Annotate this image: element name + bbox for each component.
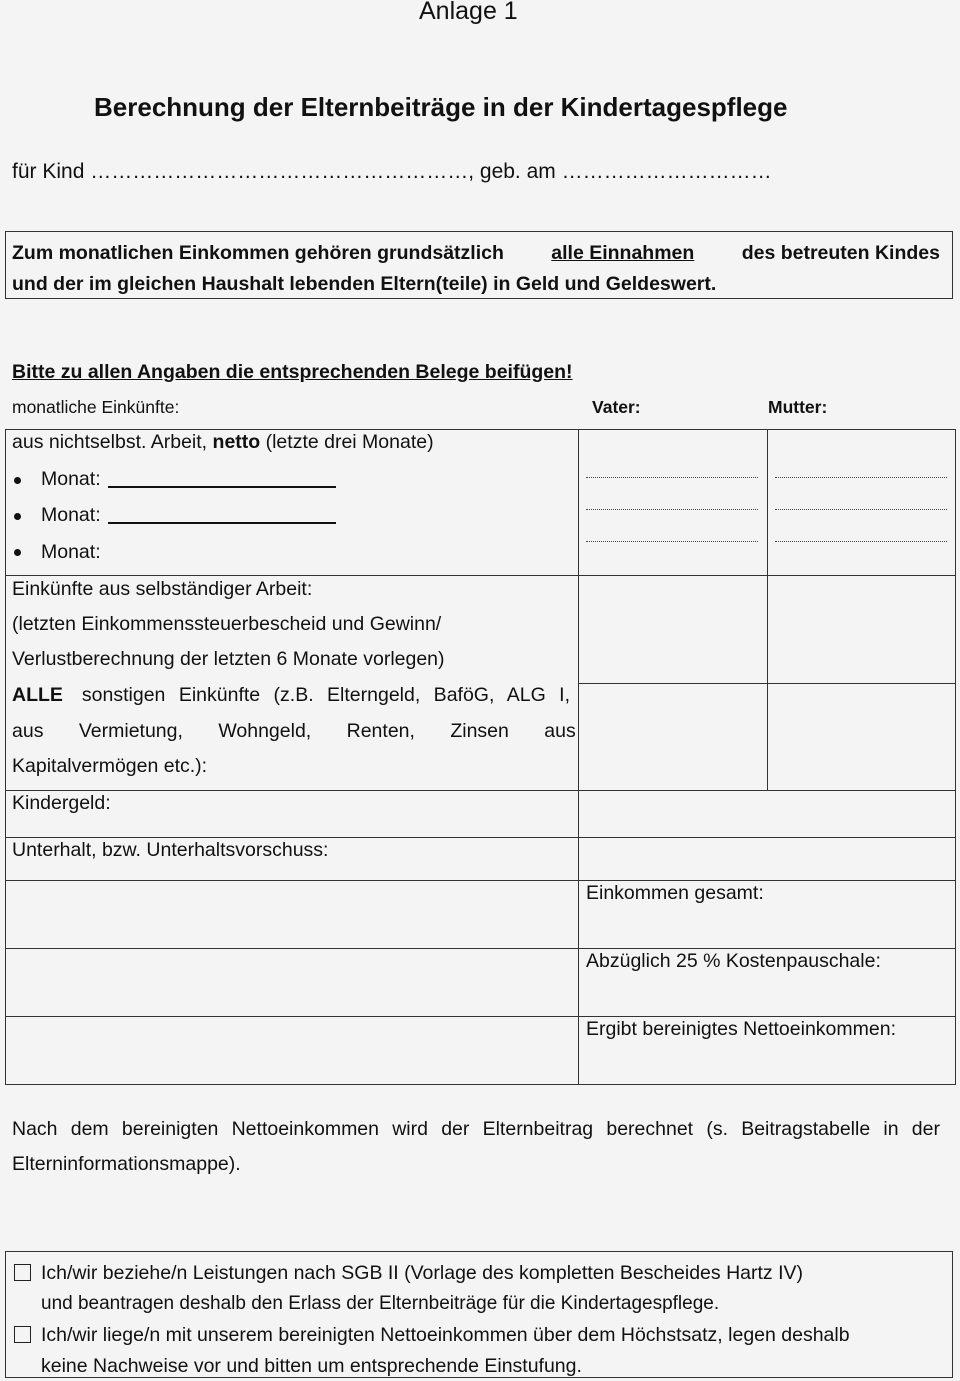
other-income-line2: aus Vermietung, Wohngeld, Renten, Zinsen aus (12, 720, 576, 742)
page-title: Berechnung der Elternbeiträge in der Kindertagespflege (94, 92, 788, 122)
mother-month-2-field[interactable] (775, 509, 947, 510)
child-benefit-field[interactable] (580, 792, 955, 836)
mother-self-employed-field[interactable] (769, 577, 955, 682)
max-rate-option-line1: Ich/wir liege/n mit unserem bereinigten Nettoeinkommen über dem Höchstsatz, legen deshalb (41, 1324, 850, 1346)
attach-notice: Bitte zu allen Angaben die entsprechenden Belege beifügen! (12, 361, 573, 383)
month-label: Monat: (41, 504, 101, 526)
calc-note-line2: Elterninformationsmappe). (12, 1153, 241, 1175)
deduction-label: Abzüglich 25 % Kostenpauschale: (586, 950, 881, 972)
other-income-line1 (12, 684, 570, 707)
deduction-field[interactable] (7, 950, 577, 1015)
monthly-income-label: monatliche Einkünfte: (12, 397, 180, 417)
father-month-2-field[interactable] (586, 509, 758, 510)
net-income-label: Ergibt bereinigtes Nettoeinkommen: (586, 1018, 896, 1040)
total-income-field[interactable] (7, 882, 577, 947)
maintenance-label: Unterhalt, bzw. Unterhaltsvorschuss: (12, 839, 329, 861)
bullet-icon (14, 513, 21, 520)
bullet-icon (14, 549, 21, 556)
month-1-field[interactable] (108, 486, 336, 488)
self-employed-note: (letzten Einkommenssteuerbescheid und Gewinn/ (12, 613, 442, 635)
father-header: Vater: (592, 397, 641, 417)
annex-label: Anlage 1 (419, 0, 518, 25)
divider (578, 683, 956, 684)
birth-label: geb. am (479, 160, 556, 183)
child-name-field[interactable]: ………………………………………………, (90, 160, 480, 183)
notice-underlined: alle Einnahmen (551, 242, 695, 264)
birth-date-field[interactable]: ………………………… (561, 160, 772, 183)
mother-header: Mutter: (768, 397, 828, 417)
notice-text: Zum monatlichen Einkommen gehören grundsätzlich (12, 242, 504, 264)
father-other-income-field[interactable] (580, 685, 766, 789)
sgb2-option-line1: Ich/wir beziehe/n Leistungen nach SGB II (Vorlage des kompletten Bescheides Hartz IV) (41, 1262, 803, 1284)
month-label: Monat: (41, 541, 101, 563)
divider (5, 575, 956, 576)
divider (5, 837, 956, 838)
sgb2-checkbox[interactable] (14, 1264, 31, 1281)
divider (5, 948, 956, 949)
divider (5, 880, 956, 881)
total-income-label: Einkommen gesamt: (586, 882, 764, 904)
label-text: aus nichtselbst. Arbeit, (12, 431, 213, 453)
notice-text: des betreuten Kindes (741, 242, 940, 264)
max-rate-checkbox[interactable] (14, 1326, 31, 1343)
child-benefit-label: Kindergeld: (12, 792, 111, 814)
father-self-employed-field[interactable] (580, 577, 766, 682)
self-employed-note: Verlustberechnung der letzten 6 Monate vorlegen) (12, 648, 445, 670)
month-label: Monat: (41, 468, 101, 490)
child-label: für Kind (12, 160, 85, 183)
mother-month-3-field[interactable] (775, 541, 947, 542)
father-month-1-field[interactable] (586, 477, 758, 478)
mother-other-income-field[interactable] (769, 685, 955, 789)
income-notice-line2: und der im gleichen Haushalt lebenden Eltern(teile) in Geld und Geldeswert. (12, 273, 717, 295)
mother-month-1-field[interactable] (775, 477, 947, 478)
divider (5, 1016, 956, 1017)
divider (578, 429, 579, 1084)
father-month-3-field[interactable] (586, 541, 758, 542)
label-text: (letzte drei Monate) (260, 431, 434, 453)
divider (5, 790, 956, 791)
employment-income-label (12, 431, 434, 454)
net-income-field[interactable] (7, 1018, 577, 1083)
label-bold: ALLE (12, 684, 63, 706)
maintenance-field[interactable] (580, 839, 955, 879)
sgb2-option-line2: und beantragen deshalb den Erlass der Elternbeiträge für die Kindertagespflege. (41, 1293, 720, 1314)
divider (767, 429, 768, 790)
label-text: sonstigen Einkünfte (z.B. Elterngeld, BaföG, ALG I, (81, 684, 570, 706)
max-rate-option-line2: keine Nachweise vor und bitten um entsprechende Einstufung. (41, 1355, 582, 1377)
self-employed-label: Einkünfte aus selbständiger Arbeit: (12, 578, 313, 600)
month-2-field[interactable] (108, 522, 336, 524)
bullet-icon (14, 477, 21, 484)
child-line (12, 160, 772, 184)
income-notice-line1 (12, 242, 940, 265)
label-bold: netto (212, 431, 261, 453)
calc-note-line1: Nach dem bereinigten Nettoeinkommen wird der Elternbeitrag berechnet (s. Beitragstabelle in der (12, 1118, 940, 1140)
other-income-line3: Kapitalvermögen etc.): (12, 755, 208, 777)
